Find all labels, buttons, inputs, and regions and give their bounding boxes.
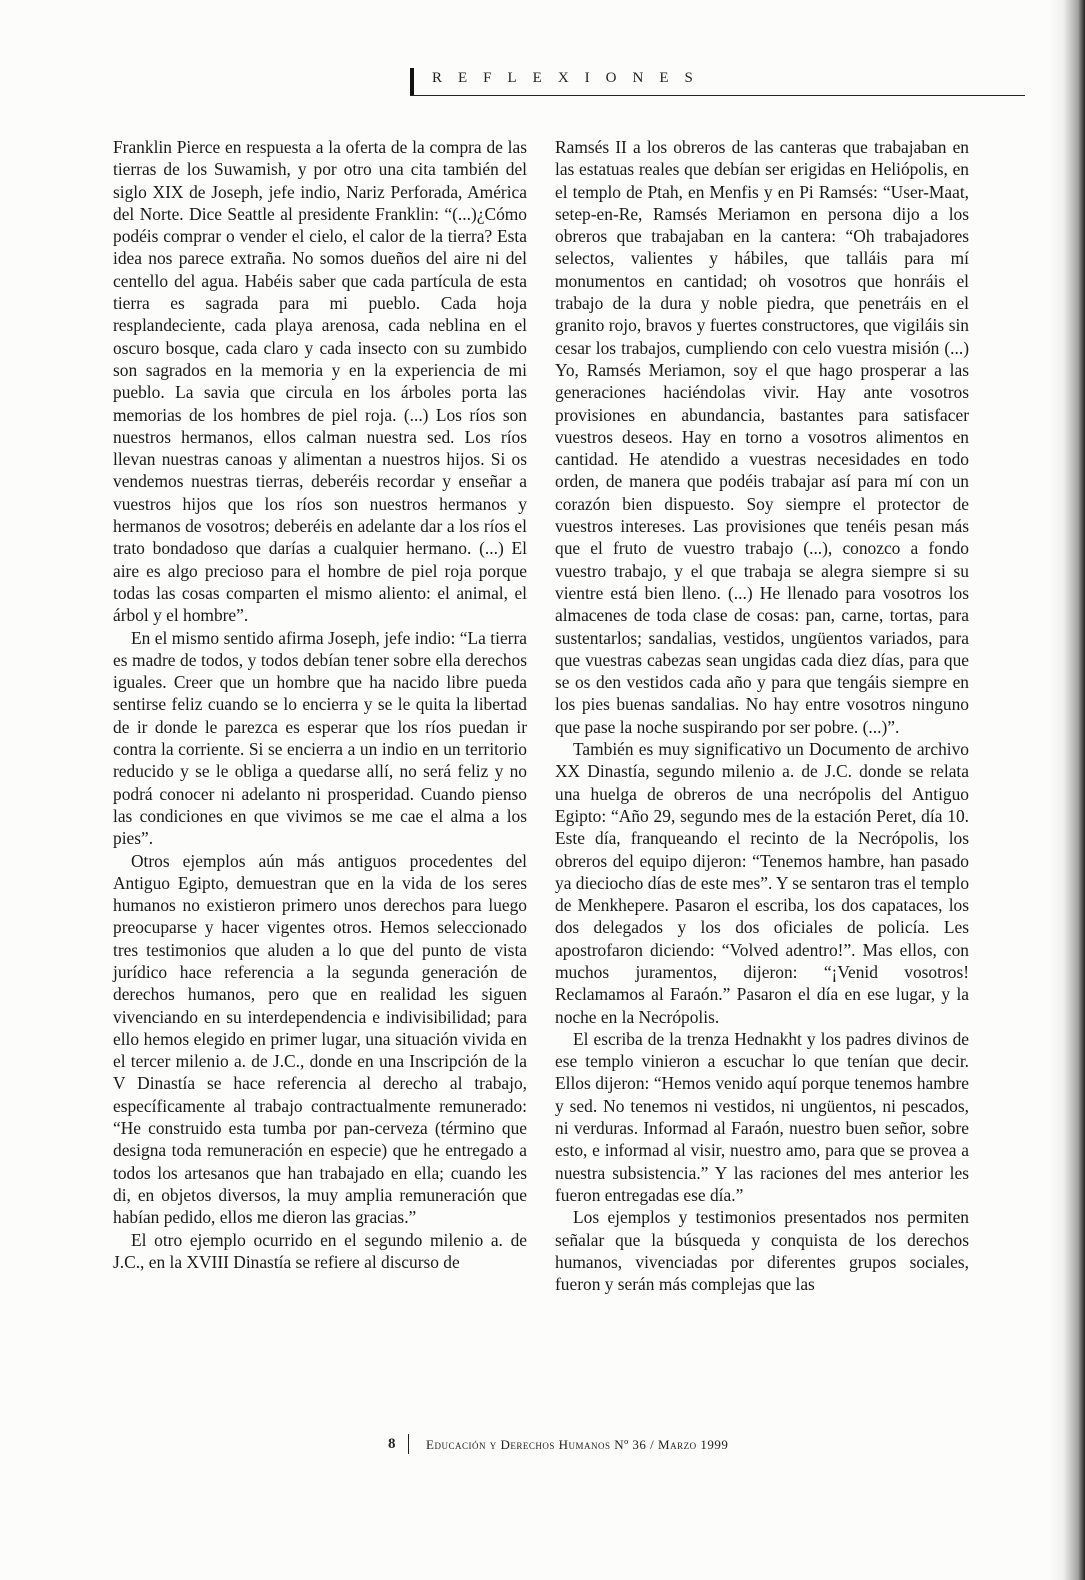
- paragraph: Ramsés II a los obreros de las canteras que trabajaban en las estatuas reales que debían ser erigidas en Heliópolis, en el templo de Ptah, en Menfis y en Pi Ramsés: “User-Maat, setep-en-Re, Ramsés Meriamon en persona dijo a los obreros que trabajaban en la cantera: “Oh trabajadores selectos, valientes y hábiles, que talláis para mí monumentos en cantidad; oh vosotros que honráis el trabajo de la dura y noble piedra, que penetráis en el granito rojo, bravos y fuertes constructores, que vigiláis sin cesar los trabajos, cumpliendo con celo vuestra misión (...) Yo, Ramsés Meriamon, soy el que hago prosperar a las generaciones haciéndolas vivir. Hay ante vosotros provisiones en abundancia, bastantes para satisfacer vuestros deseos. Hay en torno a vosotros alimentos en cantidad. He atendido a vuestras necesidades en todo orden, de manera que podéis trabajar así para mí con un corazón bien dispuesto. Soy siempre el protector de vuestros intereses. Las provisiones que tenéis pesan más que el fruto de vuestro trabajo (...), conozco a fondo vuestro trabajo, y el que trabaja se alegra siempre si su vientre está bien lleno. (...) He llenado para vosotros los almacenes de toda clase de cosas: pan, carne, tortas, para sustentarlos; sandalias, vestidos, ungüentos variados, para que vuestras cabezas sean ungidas cada diez días, para que se os den vestidos cada año y para que tengáis siempre en los pies buenas sandalias. No hay entre vosotros ninguno que pase la noche suspirando por ser pobre. (...)”.: [555, 137, 969, 737]
- section-header: [410, 68, 1025, 100]
- page-footer: [388, 1436, 888, 1456]
- section-title: REFLEXIONES: [432, 70, 709, 86]
- header-rule: [410, 95, 1025, 96]
- paragraph: El escriba de la trenza Hednakht y los padres divinos de ese templo vinieron a escuchar lo que tenían que decir. Ellos dijeron: “Hemos venido aquí porque tenemos hambre y sed. No tenemos ni vestidos, ni ungüentos, ni pescados, ni verduras. Informad al Faraón, nuestro buen señor, sobre esto, e informad al visir, nuestro amo, para que se provea a nuestra subsistencia.” Y las raciones del mes anterior les fueron entregadas ese día.”: [555, 1028, 969, 1205]
- paragraph: Los ejemplos y testimonios presentados nos permiten señalar que la búsqueda y conquista de los derechos humanos, vivenciadas por diferentes grupos sociales, fueron y serán más complejas que las: [555, 1207, 969, 1295]
- page-edge-shadow: [1049, 0, 1085, 1580]
- footer-separator: [408, 1434, 409, 1454]
- paragraph: Otros ejemplos aún más antiguos procedentes del Antiguo Egipto, demuestran que en la vida de los seres humanos no existieron primero unos derechos para luego preocuparse y hacer vigentes otros. Hemos seleccionado tres testimonios que aluden a lo que del punto de vista jurídico hace referencia a la segunda generación de derechos humanos, pero que en realidad les siguen vivenciando en su interdependencia e indivisibilidad; para ello hemos elegido en primer lugar, una situación vivida en el tercer milenio a. de J.C., donde en una Inscripción de la V Dinastía se hace referencia al derecho al trabajo, específicamente al trabajo contractualmente remunerado: “He construido esta tumba por pan-cerveza (término que designa toda remuneración en especie) que he entregado a todos los artesanos que han trabajado en ella; cuando les di, en objetos diversos, la muy amplia remuneración que habían pedido, ellos me dieron las gracias.”: [113, 850, 527, 1228]
- left-column: [113, 136, 527, 1273]
- paragraph: El otro ejemplo ocurrido en el segundo milenio a. de J.C., en la XVIII Dinastía se refiere al discurso de: [113, 1229, 527, 1272]
- paragraph: También es muy significativo un Documento de archivo XX Dinastía, segundo milenio a. de J.C. donde se relata una huelga de obreros de una necrópolis del Antiguo Egipto: “Año 29, segundo mes de la estación Peret, día 10. Este día, franqueando el recinto de la Necrópolis, los obreros del equipo dijeron: “Tenemos hambre, han pasado ya dieciocho días de este mes”. Y se sentaron tras el templo de Menkhepere. Pasaron el escriba, los dos capataces, los dos delegados y los dos oficiales de policía. Les apostrofaron diciendo: “Volved adentro!”. Mas ellos, con muchos juramentos, dijeron: “¡Venid vosotros! Reclamamos al Faraón.” Pasaron el día en ese lugar, y la noche en la Necrópolis.: [555, 739, 970, 1027]
- paragraph: En el mismo sentido afirma Joseph, jefe indio: “La tierra es madre de todos, y todos debían tener sobre ella derechos iguales. Creer que un hombre que ha nacido libre pueda sentirse feliz cuando se lo encierra y se le quita la libertad de ir donde le parezca es esperar que los ríos puedan ir contra la corriente. Si se encierra a un indio en un territorio reducido y se le obliga a quedarse allí, no será feliz y no podrá conocer ni adelanto ni prosperidad. Cuando pienso las condiciones en que vivimos se me cae el alma a los pies”.: [113, 627, 527, 849]
- header-bar: [410, 68, 414, 96]
- paragraph: Franklin Pierce en respuesta a la oferta de la compra de las tierras de los Suwamish, y por otro una cita también del siglo XIX de Joseph, jefe indio, Nariz Perforada, América del Norte. Dice Seattle al presidente Franklin: “(...)¿Cómo podéis comprar o vender el cielo, el calor de la tierra? Esta idea nos parece extraña. No somos dueños del aire ni del centello del agua. Habéis saber que cada partícula de esta tierra es sagrada para mi pueblo. Cada hoja resplandeciente, cada playa arenosa, cada neblina en el oscuro bosque, cada claro y cada insecto con su zumbido son sagrados en la memoria y en la experiencia de mi pueblo. La savia que circula en los árboles porta las memorias de los hombres de piel roja. (...) Los ríos son nuestros hermanos, ellos calman nuestra sed. Los ríos llevan nuestras canoas y alimentan a nuestros hijos. Si os vendemos nuestras tierras, deberéis recordar y enseñar a vuestros hijos que los ríos son nuestros hermanos y hermanos de vosotros; deberéis en adelante dar a los ríos el trato bondadoso que darías a cualquier hermano. (...) El aire es algo precioso para el hombre de piel roja porque todas las cosas comparten el mismo aliento: el animal, el árbol y el hombre”.: [113, 137, 527, 626]
- publication-info: Educación y Derechos Humanos Nº 36 / Marzo 1999: [426, 1437, 729, 1452]
- page-number: 8: [388, 1436, 396, 1452]
- right-column: [555, 136, 969, 1295]
